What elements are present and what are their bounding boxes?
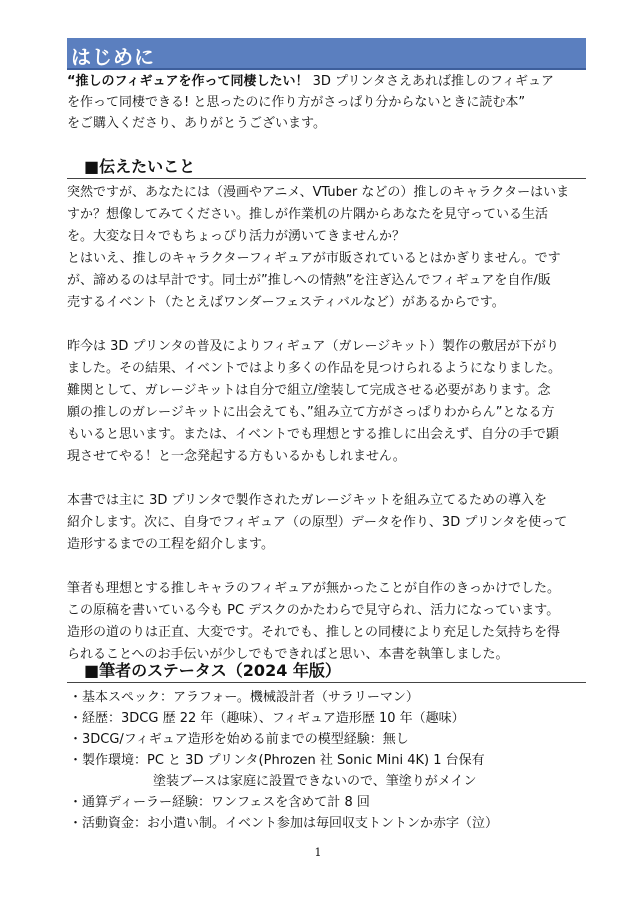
paragraph-gap xyxy=(67,556,597,578)
list-item: ・通算ディーラー経験：ワンフェスを含めて計 8 回 xyxy=(69,795,370,810)
body-line: ました。その結果、イベントではより多くの作品を見つけられるようになりました。 xyxy=(67,361,562,376)
chapter-title-bar xyxy=(67,38,586,70)
body-line: この原稿を書いている今も PC デスクのかたわらで見守られ、活力になっています。 xyxy=(67,603,560,618)
section-heading-status: ■筆者のステータス（2024 年版） xyxy=(84,661,341,680)
page-number: 1 xyxy=(314,846,322,859)
intro-line-3: をご購入くださり、ありがとうございます。 xyxy=(67,116,326,131)
body-line: が、諦めるのは早計です。同士が”推しへの情熱”を注ぎ込んでフィギュアを自作/販 xyxy=(67,273,551,288)
body-line: 難関として、ガレージキットは自分で組立/塗装して完成させる必要があります。念 xyxy=(67,383,551,398)
intro-line-1 xyxy=(67,71,597,92)
body-line: もいると思います。または、イベントでも理想とする推しに出会えず、自分の手で顕 xyxy=(67,427,559,442)
status-list xyxy=(69,687,599,834)
chapter-title: はじめに xyxy=(71,45,155,69)
intro-line-1-rest: 3D プリンタさえあれば推しのフィギュア xyxy=(308,74,554,89)
body-line: 筆者も理想とする推しキャラのフィギュアが無かったことが自作のきっかけでした。 xyxy=(67,581,560,596)
list-item: ・製作環境：PC と 3D プリンタ(Phrozen 社 Sonic Mini 4K) 1 台保有 xyxy=(69,753,485,768)
list-item: ・経歴：3DCG 歴 22 年（趣味）、フィギュア造形歴 10 年（趣味） xyxy=(69,711,465,726)
intro-bold-text: “推しのフィギュアを作って同棲したい！ xyxy=(67,74,309,89)
section-divider xyxy=(67,682,586,683)
body-line: すか？想像してみてください。推しが作業机の片隅からあなたを見守っている生活 xyxy=(67,207,549,222)
paragraph-gap xyxy=(67,468,597,490)
list-item: ・基本スペック：アラフォー。機械設計者（サラリーマン） xyxy=(69,690,419,705)
body-line: 造形の道のりは正直、大変です。それでも、推しとの同棲により充足した気持ちを得 xyxy=(67,625,560,640)
body-line: 突然ですが、あなたには（漫画やアニメ、VTuber などの）推しのキャラクターはいま xyxy=(67,185,570,200)
list-item-continuation: 塗装ブースは家庭に設置できないので、筆塗りがメイン xyxy=(153,774,477,789)
body-line: 売するイベント（たとえばワンダーフェスティバルなど）があるからです。 xyxy=(67,295,505,310)
paragraph-gap xyxy=(67,314,597,336)
body-line: とはいえ、推しのキャラクターフィギュアが市販されているとはかぎりません。です xyxy=(67,251,561,266)
body-line: られることへのお手伝いが少しでもできればと思い、本書を執筆しました。 xyxy=(67,647,509,662)
body-line: 現させてやる！と一念発起する方もいるかもしれません。 xyxy=(67,449,406,464)
body-line: 本書では主に 3D プリンタで製作されたガレージキットを組み立てるための導入を xyxy=(67,493,547,508)
body-line: 願の推しのガレージキットに出会えても、”組み立て方がさっぱりわからん”となる方 xyxy=(67,405,555,420)
list-item: ・活動資金：お小遣い制。イベント参加は毎回収支トントンか赤字（泣） xyxy=(69,816,499,831)
section-body-message xyxy=(67,182,597,666)
body-line: 造形するまでの工程を紹介します。 xyxy=(67,537,274,552)
intro-line-2: を作って同棲できる! と思ったのに作り方がさっぱり分からないときに読む本” xyxy=(67,95,526,110)
body-line: 昨今は 3D プリンタの普及によりフィギュア（ガレージキット）製作の敷居が下がり xyxy=(67,339,559,354)
body-line: 紹介します。次に、自身でフィギュア（の原型）データを作り、3D プリンタを使って xyxy=(67,515,568,530)
section-heading-message: ■伝えたいこと xyxy=(84,157,196,176)
list-item: ・3DCG/フィギュア造形を始める前までの模型経験：無し xyxy=(69,732,409,747)
intro-paragraph xyxy=(67,71,597,134)
section-divider xyxy=(67,178,586,179)
body-line: を。大変な日々でもちょっぴり活力が湧いてきませんか？ xyxy=(67,229,406,244)
